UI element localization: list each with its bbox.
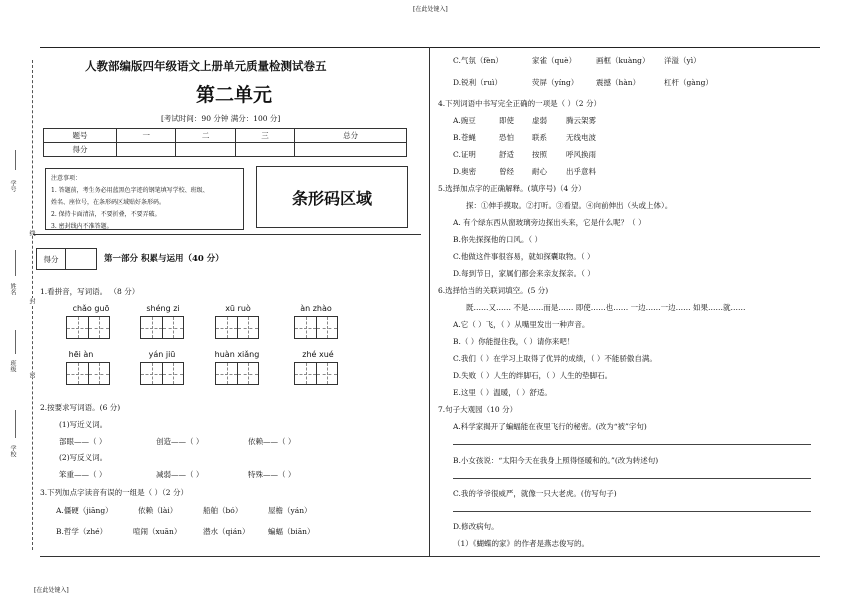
score-header: 题号: [44, 129, 117, 143]
q7-text: 7.句子大观园（10 分）: [438, 405, 518, 414]
q3-option: 杠杆（gàng）: [664, 78, 713, 87]
q4-word: 恐怕: [499, 133, 514, 142]
pinyin-label: àn zhào: [300, 304, 332, 313]
pinyin-label: yán jiū: [148, 350, 176, 359]
column-divider: [429, 47, 430, 556]
q3-option: 潜水（qián）: [203, 527, 250, 536]
footer-placeholder[interactable]: [在此处键入]: [34, 587, 69, 594]
q3-option: 家雀（què）: [532, 56, 577, 65]
q7-item: D.修改病句。: [453, 522, 499, 531]
score-header: 二: [176, 129, 235, 143]
q3-option: 船舶（bó）: [203, 506, 243, 515]
pinyin-label: shéng zi: [146, 304, 180, 313]
q4-word: 曾经: [499, 167, 514, 176]
seal-mark: 封: [28, 298, 35, 304]
margin-fill-line: [15, 150, 16, 170]
q5-text: 5.选择加点字的正确解释。(填序号)（4 分）: [438, 184, 586, 193]
score-cell[interactable]: [176, 143, 235, 157]
score-table: [43, 128, 407, 157]
q5-item[interactable]: C.他做这件事很容易，就如探囊取物。（ ）: [453, 252, 595, 261]
q2-item[interactable]: 笨重——（ ）: [59, 470, 107, 479]
notice-item: 姓名、座位号，在条形码区域贴好条形码。: [51, 199, 166, 206]
q4-word: 无线电波: [566, 133, 596, 142]
pinyin-label: zhé xué: [302, 350, 334, 359]
q6-item[interactable]: E.这里（ ）温暖，（ ）舒适。: [453, 388, 552, 397]
writing-grid[interactable]: [215, 362, 259, 385]
q3-option[interactable]: D.锐利（ruì）: [453, 78, 502, 87]
q5-meanings: 探：①伸手摸取。②打听。③看望。④向前伸出（头或上体）。: [466, 201, 673, 210]
notice-item: 2. 保持卡面清洁，不要折叠，不要弄破。: [51, 211, 161, 218]
q3-option: 依赖（lài）: [138, 506, 178, 515]
q4-option[interactable]: B.苍蝇: [453, 133, 476, 142]
answer-line[interactable]: [453, 511, 811, 512]
score-cell[interactable]: [117, 143, 176, 157]
q5-item[interactable]: B.你先探探他的口风。（ ）: [453, 235, 543, 244]
writing-grid[interactable]: [66, 362, 110, 385]
q4-option[interactable]: A.豌豆: [453, 116, 476, 125]
q3-text: 3.下列加点字读音有误的一组是（ ）（2 分）: [40, 488, 188, 497]
writing-grid[interactable]: [294, 362, 338, 385]
notice-box: [45, 168, 244, 230]
writing-grid[interactable]: [66, 316, 110, 339]
q7-item: C.我的爷爷很威严，就像一只大老虎。(仿写句子): [453, 489, 617, 498]
margin-fill-line: [15, 250, 16, 276]
q4-word: 即使: [499, 116, 514, 125]
q2-item[interactable]: 特殊——（ ）: [248, 470, 296, 479]
q4-option[interactable]: D.奥密: [453, 167, 477, 176]
writing-grid[interactable]: [140, 362, 184, 385]
q4-word: 按照: [532, 150, 547, 159]
q4-word: 联系: [532, 133, 547, 142]
q3-option: 蝙蝠（biān）: [268, 527, 315, 536]
margin-label-class: 班级: [9, 360, 16, 372]
q2-text: 2.按要求写词语。(6 分): [40, 403, 121, 412]
q2-item[interactable]: 创造——（ ）: [156, 437, 204, 446]
q6-choices: 既……又…… 不是……而是…… 即使……也…… 一边……一边…… 如果……就……: [466, 303, 746, 312]
seal-line: [32, 60, 33, 550]
q7-item: B.小女孩说：“太阳今天在我身上照得怪暖和的。”(改为转述句): [453, 456, 659, 465]
barcode-area[interactable]: [256, 166, 408, 228]
q3-option[interactable]: C.气氛（fèn）: [453, 56, 503, 65]
q7-item: （1）《蝴蝶的家》的作者是燕志俊写的。: [453, 539, 590, 548]
notice-title: 注意事项：: [51, 175, 82, 182]
q5-item[interactable]: A. 有个绿东西从窗玻璃旁边探出头来，它是什么呢？（ ）: [453, 218, 646, 227]
q4-word: 舒适: [499, 150, 514, 159]
q7-item: A.科学家揭开了蝙蝠能在夜里飞行的秘密。(改为“被”字句): [453, 422, 647, 431]
score-row-label: 得分: [44, 143, 117, 157]
q1-text: 1.看拼音，写词语。 （8 分）: [40, 287, 140, 296]
q4-text: 4.下列词语中书写完全正确的一项是（ ）（2 分）: [438, 99, 601, 108]
q3-option: 喧闹（xuān）: [133, 527, 182, 536]
writing-grid[interactable]: [140, 316, 184, 339]
q3-option: 震撼（hàn）: [596, 78, 641, 87]
q2-item[interactable]: 部眼——（ ）: [59, 437, 107, 446]
q3-option: 画框（kuàng）: [596, 56, 650, 65]
q2-sub2: (2)写反义词。: [59, 453, 108, 462]
section-title: 第一部分 积累与运用（40 分）: [104, 254, 224, 264]
unit-title: 第二单元: [196, 84, 273, 106]
q2-sub1: (1)写近义词。: [59, 420, 108, 429]
bottom-rule: [40, 556, 820, 557]
q6-text: 6.选择恰当的关联词填空。(5 分): [438, 286, 549, 295]
q6-item[interactable]: C.我们（ ）在学习上取得了优异的成绩，（ ）不能骄傲自满。: [453, 354, 657, 363]
pinyin-label: huàn xiǎng: [214, 350, 260, 359]
q4-option[interactable]: C.证明: [453, 150, 476, 159]
section-score-label: 得分: [37, 249, 66, 270]
margin-label-school: 学校: [9, 445, 16, 457]
pinyin-label: hēi àn: [68, 350, 94, 359]
q2-item[interactable]: 依赖——（ ）: [248, 437, 296, 446]
q4-word: 腾云架雾: [566, 116, 596, 125]
notice-item: 3. 密封线内不准答题。: [51, 223, 113, 230]
score-header: 总分: [295, 129, 407, 143]
q3-option: 屋檐（yán）: [268, 506, 312, 515]
q4-word: 耐心: [532, 167, 547, 176]
score-cell[interactable]: [235, 143, 294, 157]
document-title: 人教部编版四年级语文上册单元质量检测试卷五: [85, 59, 327, 73]
section-rule: [33, 234, 421, 235]
score-header: 三: [235, 129, 294, 143]
q2-item[interactable]: 减弱——（ ）: [156, 470, 204, 479]
section-score-box: [36, 248, 97, 270]
q4-word: 出乎意料: [566, 167, 596, 176]
score-header: 一: [117, 129, 176, 143]
exam-info: [考试时间：90 分钟 满分：100 分]: [161, 114, 281, 123]
top-rule: [40, 47, 820, 48]
margin-label-student-id: 学号: [9, 180, 16, 192]
barcode-label: 条形码区域: [291, 189, 372, 208]
q3-option: 荧屏（yíng）: [532, 78, 579, 87]
q3-option[interactable]: A.僵硬（jiāng）: [56, 506, 113, 515]
seal-mark: 线: [28, 230, 35, 236]
answer-line[interactable]: [453, 478, 811, 479]
margin-fill-line: [15, 410, 16, 438]
answer-line[interactable]: [453, 444, 811, 445]
q3-option[interactable]: B.哲学（zhé）: [56, 527, 108, 536]
score-cell[interactable]: [295, 143, 407, 157]
notice-item: 1. 答题前，考生务必用蓝黑色字迹的钢笔填写学校、班级、: [51, 187, 209, 194]
seal-mark: 密: [28, 372, 35, 378]
pinyin-label: chǎo guō: [72, 304, 110, 313]
q3-option: 洋溢（yì）: [664, 56, 701, 65]
margin-label-name: 姓名: [9, 283, 16, 295]
header-placeholder[interactable]: [在此处键入]: [413, 6, 448, 13]
q4-word: 呼风换雨: [566, 150, 596, 159]
section-score-cell[interactable]: [66, 249, 97, 270]
q6-item[interactable]: A.它（ ）飞，（ ）从嘴里发出一种声音。: [453, 320, 590, 329]
writing-grid[interactable]: [294, 316, 338, 339]
q6-item[interactable]: B.（ ）你能提住我，（ ）请你来吧！: [453, 337, 575, 346]
writing-grid[interactable]: [215, 316, 259, 339]
margin-fill-line: [15, 330, 16, 354]
q6-item[interactable]: D.失败（ ）人生的绊脚石，（ ）人生的垫脚石。: [453, 371, 613, 380]
pinyin-label: xū ruò: [225, 304, 251, 313]
q4-word: 虚弱: [532, 116, 547, 125]
q5-item[interactable]: D.每到节日，家属们都会来亲友探亲。（ ）: [453, 269, 595, 278]
